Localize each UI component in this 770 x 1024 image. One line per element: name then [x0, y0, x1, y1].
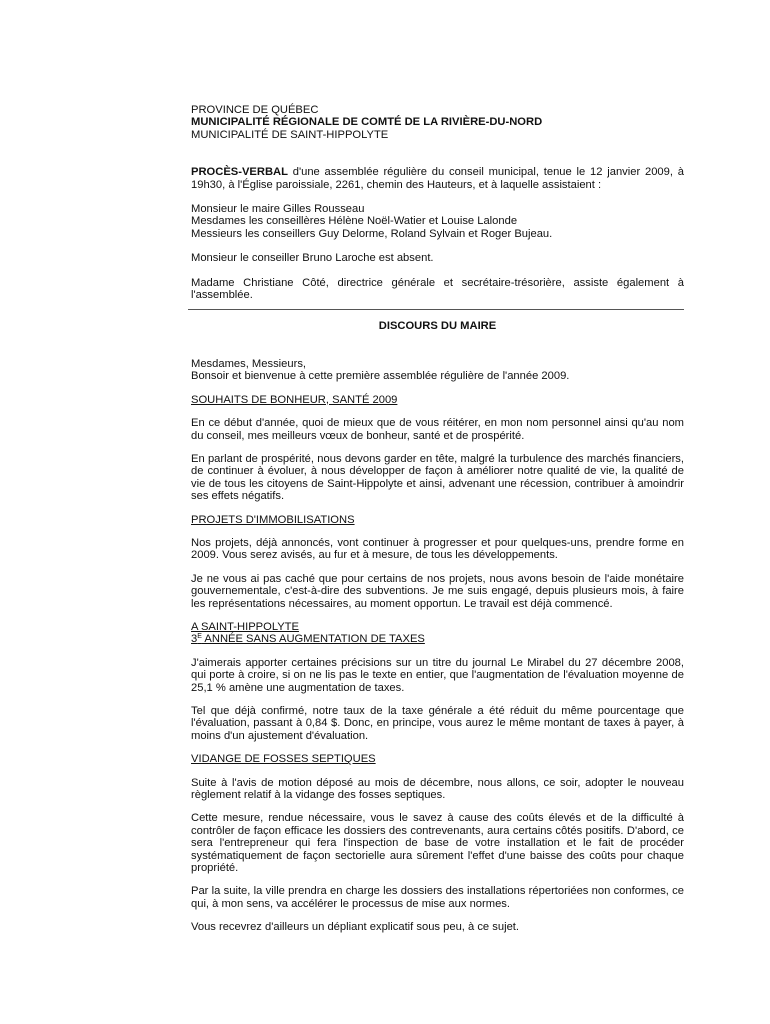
minutes-intro [191, 166, 684, 191]
paragraph: En ce début d'année, quoi de mieux que de vous réitérer, en mon nom personnel ainsi qu'au nom du conseil, mes meilleurs vœux de bonheur, santé et de prospérité. [191, 417, 684, 442]
greeting [191, 358, 684, 383]
horizontal-rule [188, 309, 684, 310]
section-heading-taxes-line2: $3^E$ ANNÉE SANS AUGMENTATION DE TAXES [191, 633, 425, 646]
paragraph: Tel que déjà confirmé, notre taux de la taxe générale a été réduit du même pourcentage que l'évaluation, passant à 0,84 $. Donc, en principe, vous aurez le même montant de taxes à payer, à moins d'un ajustement d'évaluation. [191, 705, 684, 742]
header-municipality: MUNICIPALITÉ DE SAINT-HIPPOLYTE [191, 128, 389, 141]
header-province: PROVINCE DE QUÉBEC [191, 104, 319, 116]
paragraph: En parlant de prospérité, nous devons garder en tête, malgré la turbulence des marchés financiers, de continuer à évoluer, à nous développer de façon à améliorer notre qualité de vie, la qualité de vie de tous les citoyens de Saint-Hippolyte et ainsi, advenant une récession, contribuer à amoindrir ses effets négatifs. [191, 452, 684, 503]
attendee-line: Messieurs les conseillers Guy Delorme, Roland Sylvain et Roger Bujeau. [191, 227, 553, 240]
paragraph: Je ne vous ai pas caché que pour certains de nos projets, nous avons besoin de l'aide monétaire gouvernementale, c'est-à-dire des subventions. Je me suis engagé, depuis plusieurs mois, à faire les représentations nécessaires, au moment opportun. Le travail est déjà commencé. [191, 572, 684, 610]
paragraph: Vous recevrez d'ailleurs un dépliant explicatif sous peu, à ce sujet. [191, 921, 520, 934]
section-heading-wishes: SOUHAITS DE BONHEUR, SANTÉ 2009 [191, 393, 398, 406]
section-title: DISCOURS DU MAIRE [378, 320, 497, 333]
attendees-list [191, 203, 684, 240]
paragraph: Cette mesure, rendue nécessaire, vous le savez à cause des coûts élevés et de la difficulté à contrôler de façon efficace les dossiers des contrevenants, aura certains côtés positifs. D'abord, ce sera l'entrepreneur qui fera l'inspection de base de votre installation et le fait de procéder systématiquement de façon sectorielle aura sûrement l'effet d'une baisse des coûts pour chaque propriété. [191, 812, 684, 875]
attendee-line: Monsieur le maire Gilles Rousseau [191, 203, 365, 216]
minutes-intro-text: d'une assemblée régulière du conseil municipal, tenue le 12 janvier 2009, à 19h30, à l'Église paroissiale, 2261, chemin des Hauteurs, et à laquelle assistaient : [191, 166, 684, 191]
section-heading-septic: VIDANGE DE FOSSES SEPTIQUES [191, 753, 376, 766]
section-heading-taxes [191, 621, 684, 646]
attendee-line: Mesdames les conseillères Hélène Noël-Watier et Louise Lalonde [191, 215, 518, 228]
header-mrc: MUNICIPALITÉ RÉGIONALE DE COMTÉ DE LA RIVIÈRE-DU-NORD [191, 116, 543, 129]
section-heading-projects: PROJETS D'IMMOBILISATIONS [191, 513, 355, 526]
section-heading-taxes-line1: A SAINT-HIPPOLYTE [191, 620, 299, 633]
paragraph: Suite à l'avis de motion déposé au mois de décembre, nous allons, ce soir, adopter le nouveau règlement relatif à la vidange des fosses septiques. [191, 776, 684, 802]
absent-note: Monsieur le conseiller Bruno Laroche est absent. [191, 252, 434, 265]
document-header [191, 104, 684, 141]
paragraph: Par la suite, la ville prendra en charge les dossiers des installations répertoriées non conformes, ce qui, à mon sens, va accélérer le processus de mise aux normes. [191, 885, 684, 910]
paragraph: J'aimerais apporter certaines précisions sur un titre du journal Le Mirabel du 27 décembre 2008, qui porte à croire, si on ne lis pas le texte en entier, que l'augmentation de l'évaluation moyenne de 25,1 % amène une augmentation de taxes. [191, 656, 684, 694]
greeting-salutation: Mesdames, Messieurs, [191, 357, 307, 370]
minutes-lead: PROCÈS-VERBAL [191, 166, 288, 179]
director-note: Madame Christiane Côté, directrice générale et secrétaire-trésorière, assiste également à l'assemblée. [191, 276, 684, 302]
greeting-welcome: Bonsoir et bienvenue à cette première assemblée régulière de l'année 2009. [191, 370, 570, 383]
paragraph: Nos projets, déjà annoncés, vont continuer à progresser et pour quelques-uns, prendre forme en 2009. Vous serez avisés, au fur et à mesure, de tous les développements. [191, 536, 684, 562]
